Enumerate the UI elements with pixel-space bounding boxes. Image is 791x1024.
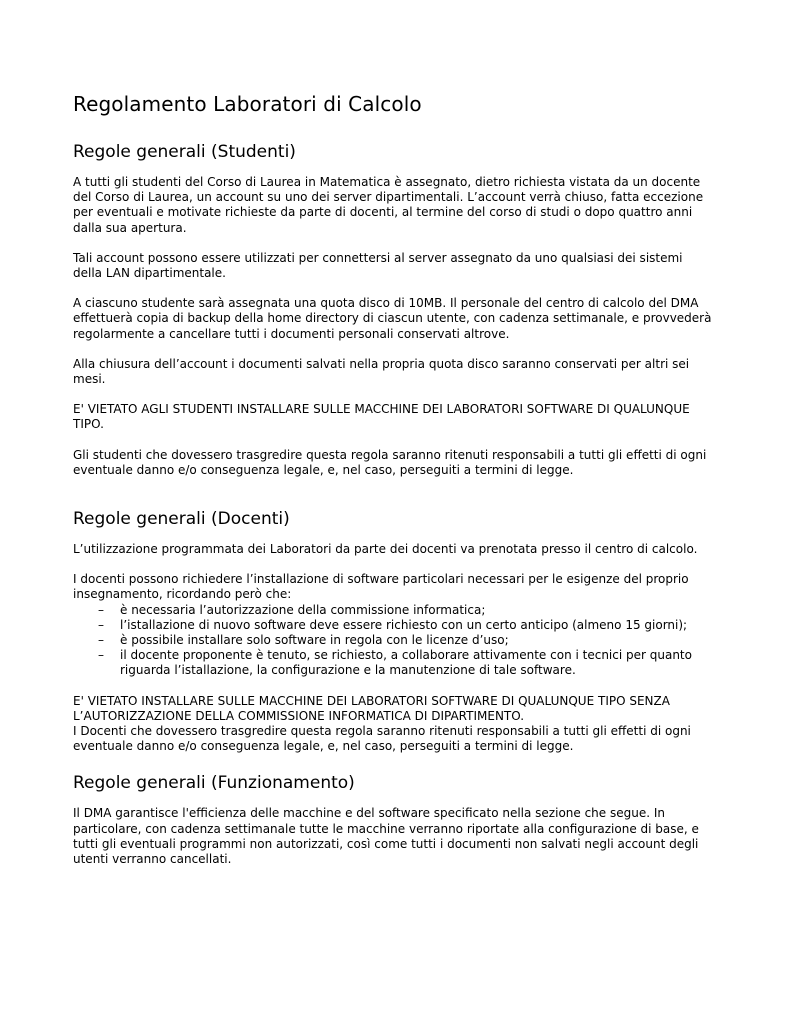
section-teachers xyxy=(73,507,713,754)
paragraph: A tutti gli studenti del Corso di Laurea in Matematica è assegnato, dietro richiesta vistata da un docente del Corso di Laurea, un account su uno dei server dipartimentali. L’account verrà chiuso, fatta eccezione per eventuali e motivate richieste da parte di docenti, al termine del corso di studi o dopo quattro anni dalla sua apertura. xyxy=(73,175,704,235)
dash-bullet: – xyxy=(98,602,104,617)
document-title: Regolamento Laboratori di Calcolo xyxy=(73,92,422,116)
list-item xyxy=(73,633,713,648)
list-item xyxy=(73,603,713,618)
paragraph: Alla chiusura dell’account i documenti salvati nella propria quota disco saranno conservati per altri sei mesi. xyxy=(73,356,690,387)
section-heading-students: Regole generali (Studenti) xyxy=(73,142,296,162)
requirements-list xyxy=(73,603,713,679)
dash-bullet: – xyxy=(98,648,104,663)
paragraph: Tali account possono essere utilizzati per connettersi al server assegnato da uno qualsiasi dei sistemi della LAN dipartimentale. xyxy=(73,250,683,281)
document-page xyxy=(73,90,713,882)
dash-bullet: – xyxy=(98,633,104,648)
paragraph: Il DMA garantisce l'efficienza delle macchine e del software specificato nella sezione che segue. In particolare, con cadenza settimanale tutte le macchine verranno riportate alla configurazione di base, e tutti gli eventuali programmi non autorizzati, così come tutti i documenti non salvati negli account degli utenti verranno cancellati. xyxy=(73,806,699,867)
dash-bullet: – xyxy=(98,617,104,632)
section-heading-teachers: Regole generali (Docenti) xyxy=(73,509,290,530)
paragraph: A ciascuno studente sarà assegnata una quota disco di 10MB. Il personale del centro di calcolo del DMA effettuerà copia di backup della home directory di ciascun utente, con cadenza settimanale, e provvederà regolarmente a cancellare tutti i documenti personali conservati altrove. xyxy=(73,296,712,341)
paragraph: L’utilizzazione programmata dei Laboratori da parte dei docenti va prenotata presso il centro di calcolo. xyxy=(73,542,698,557)
list-item-text: è necessaria l’autorizzazione della commissione informatica; xyxy=(120,602,486,617)
list-item-text: l’istallazione di nuovo software deve essere richiesto con un certo anticipo (almeno 15 giorni); xyxy=(120,617,688,632)
section-operation xyxy=(73,771,713,867)
list-item-text: il docente proponente è tenuto, se richiesto, a collaborare attivamente con i tecnici per quanto riguarda l’istallazione, la configurazione e la manutenzione di tale software. xyxy=(120,648,692,678)
paragraph-warning: E' VIETATO AGLI STUDENTI INSTALLARE SULLE MACCHINE DEI LABORATORI SOFTWARE DI QUALUNQUE TIPO. xyxy=(73,402,690,432)
list-item-text: è possibile installare solo software in regola con le licenze d’uso; xyxy=(120,633,509,648)
paragraph: Gli studenti che dovessero trasgredire questa regola saranno ritenuti responsabili a tutti gli effetti di ogni eventuale danno e/o conseguenza legale, e, nel caso, perseguiti a termini di legge. xyxy=(73,447,707,477)
paragraph: I Docenti che dovessero trasgredire questa regola saranno ritenuti responsabili a tutti gli effetti di ogni eventuale danno e/o conseguenza legale, e, nel caso, perseguiti a termini di legge. xyxy=(73,724,691,754)
section-students xyxy=(73,140,713,478)
list-item xyxy=(73,648,713,678)
paragraph: I docenti possono richiedere l’installazione di software particolari necessari per le esigenze del proprio insegnamento, ricordando però che: xyxy=(73,572,689,602)
section-heading-operation: Regole generali (Funzionamento) xyxy=(73,773,355,794)
list-item xyxy=(73,618,713,633)
paragraph-warning: E' VIETATO INSTALLARE SULLE MACCHINE DEI LABORATORI SOFTWARE DI QUALUNQUE TIPO SENZA L’AUTORIZZAZIONE DELLA COMMISSIONE INFORMATICA DI DIPARTIMENTO. xyxy=(73,693,670,723)
